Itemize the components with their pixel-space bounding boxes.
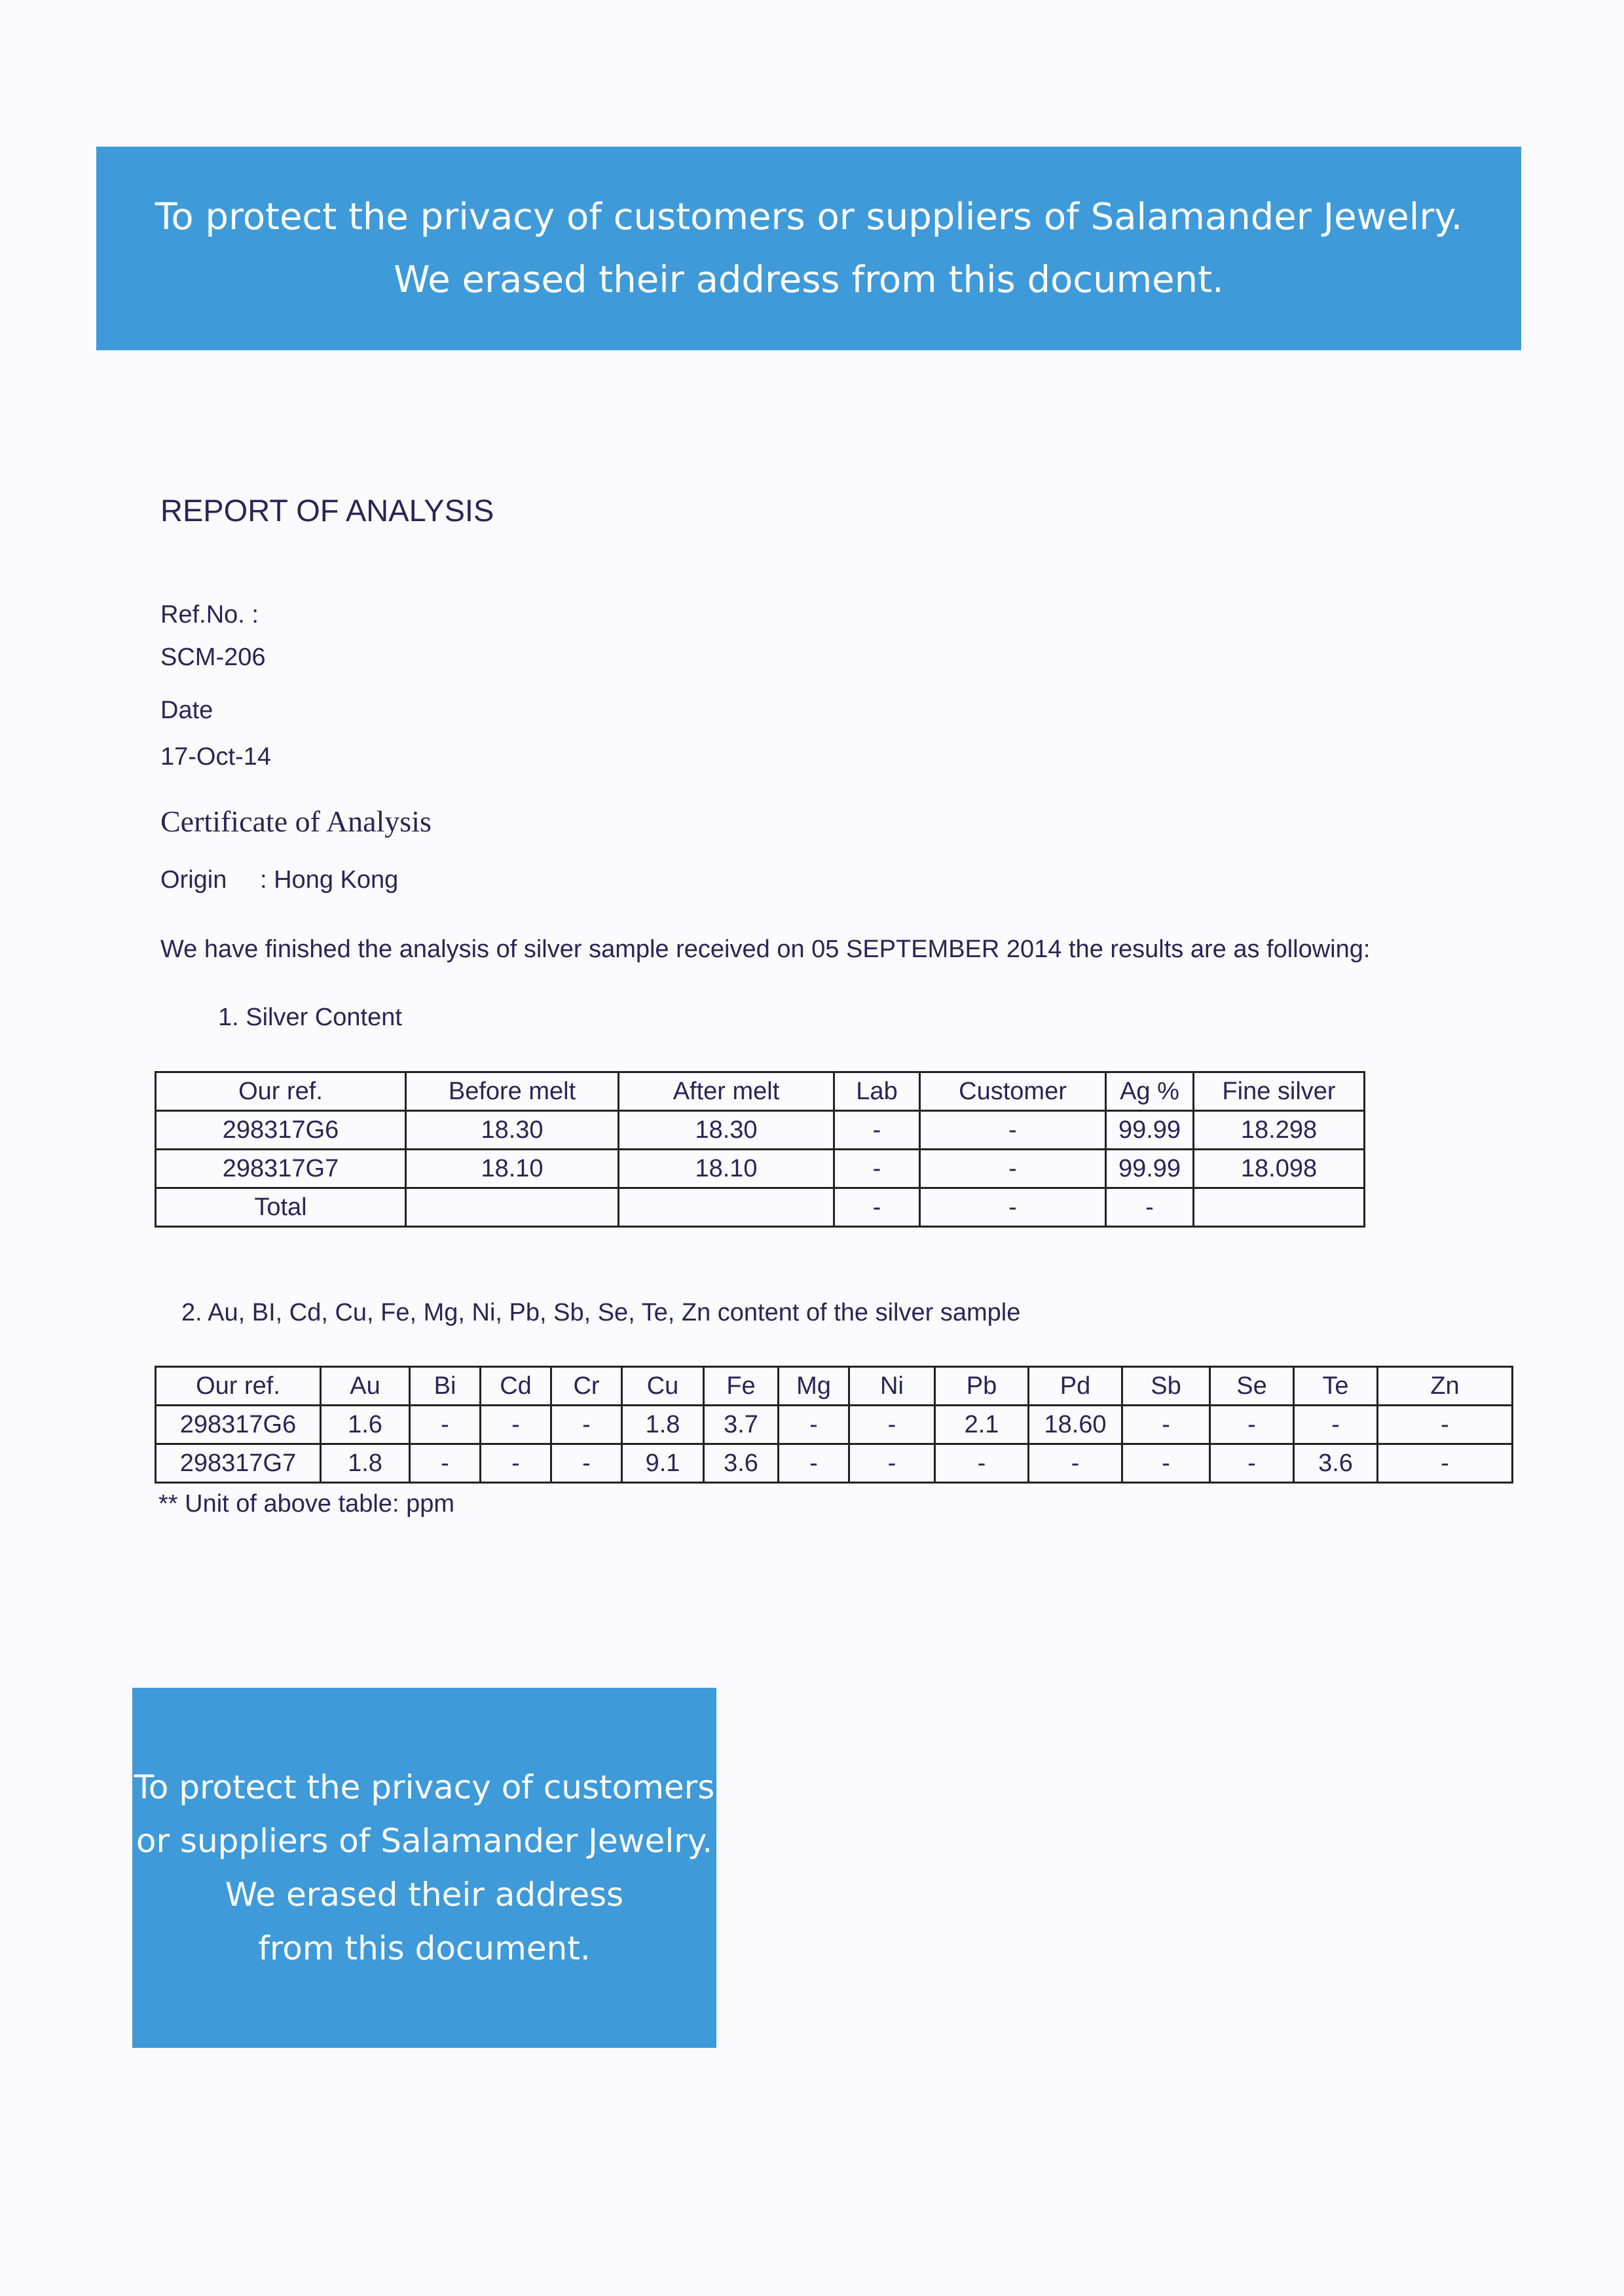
table-cell: 3.7 — [704, 1406, 779, 1444]
banner-bottom-line-2: or suppliers of Salamander Jewelry. — [136, 1822, 713, 1860]
table-cell: - — [920, 1111, 1106, 1150]
table-row — [156, 1150, 1365, 1188]
table-cell: - — [481, 1406, 551, 1444]
table-cell: - — [1294, 1406, 1378, 1444]
table-row — [156, 1406, 1513, 1444]
banner-top-line-2: We erased their address from this document. — [394, 258, 1224, 301]
report-title: REPORT OF ANALYSIS — [160, 493, 494, 528]
table-cell: 9.1 — [622, 1444, 704, 1483]
table-cell: 18.60 — [1029, 1406, 1122, 1444]
header-cell: Mg — [779, 1367, 849, 1406]
header-cell: Lab — [834, 1072, 920, 1111]
table-cell: - — [410, 1406, 481, 1444]
banner-bottom-line-4: from this document. — [258, 1929, 591, 1967]
table-cell: 18.298 — [1194, 1111, 1365, 1150]
table-cell: - — [1210, 1406, 1294, 1444]
origin-value: : Hong Kong — [260, 866, 399, 894]
table-cell: - — [849, 1406, 935, 1444]
table-cell: - — [1378, 1444, 1513, 1483]
header-cell: Our ref. — [156, 1367, 321, 1406]
table-cell: - — [920, 1188, 1106, 1227]
table-cell: 1.8 — [622, 1406, 704, 1444]
banner-bottom-line-1: To protect the privacy of customers — [134, 1768, 715, 1806]
header-cell: Pb — [935, 1367, 1029, 1406]
table-cell: - — [551, 1444, 622, 1483]
header-cell: Te — [1294, 1367, 1378, 1406]
table-cell: - — [779, 1406, 849, 1444]
table-cell: 99.99 — [1106, 1111, 1194, 1150]
header-cell: Before melt — [406, 1072, 619, 1111]
table-cell: - — [849, 1444, 935, 1483]
banner-top-line-1: To protect the privacy of customers or suppliers of Salamander Jewelry. — [155, 195, 1463, 238]
table-cell: 18.10 — [406, 1150, 619, 1188]
table-cell: - — [481, 1444, 551, 1483]
table-cell — [406, 1188, 619, 1227]
table-cell: 298317G7 — [156, 1150, 406, 1188]
header-cell: Customer — [920, 1072, 1106, 1111]
table-header-row — [156, 1367, 1513, 1406]
table-cell: Total — [156, 1188, 406, 1227]
table-cell: - — [551, 1406, 622, 1444]
table-cell: 18.098 — [1194, 1150, 1365, 1188]
table-cell: 18.10 — [619, 1150, 834, 1188]
table-header-row — [156, 1072, 1365, 1111]
table-cell: 2.1 — [935, 1406, 1029, 1444]
header-cell: Our ref. — [156, 1072, 406, 1111]
table-row — [156, 1444, 1513, 1483]
date-label: Date — [160, 697, 213, 724]
table-cell: - — [1029, 1444, 1122, 1483]
header-cell: Fine silver — [1194, 1072, 1365, 1111]
header-cell: Se — [1210, 1367, 1294, 1406]
table-cell: - — [1378, 1406, 1513, 1444]
privacy-banner-top — [96, 147, 1521, 350]
table-cell: 3.6 — [704, 1444, 779, 1483]
table-cell: - — [1122, 1444, 1210, 1483]
table-cell: - — [935, 1444, 1029, 1483]
table-cell: 1.8 — [321, 1444, 410, 1483]
table-cell: 1.6 — [321, 1406, 410, 1444]
table-cell: 99.99 — [1106, 1150, 1194, 1188]
table-cell: - — [834, 1150, 920, 1188]
header-cell: Cr — [551, 1367, 622, 1406]
silver-content-table — [155, 1071, 1365, 1228]
unit-note: ** Unit of above table: ppm — [158, 1490, 455, 1518]
header-cell: Au — [321, 1367, 410, 1406]
table-total-row — [156, 1188, 1365, 1227]
table-cell: - — [834, 1188, 920, 1227]
table-cell: 298317G7 — [156, 1444, 321, 1483]
table-cell: - — [834, 1111, 920, 1150]
certificate-title: Certificate of Analysis — [160, 805, 432, 838]
table-cell: 3.6 — [1294, 1444, 1378, 1483]
ref-no-value: SCM-206 — [160, 644, 266, 671]
header-cell: Ag % — [1106, 1072, 1194, 1111]
trace-elements-table — [155, 1366, 1513, 1484]
header-cell: Fe — [704, 1367, 779, 1406]
table-cell: - — [779, 1444, 849, 1483]
table-row — [156, 1111, 1365, 1150]
header-cell: Zn — [1378, 1367, 1513, 1406]
date-value: 17-Oct-14 — [160, 743, 271, 771]
intro-text: We have finished the analysis of silver sample received on 05 SEPTEMBER 2014 the results are as following: — [160, 936, 1371, 963]
table-cell — [1194, 1188, 1365, 1227]
header-cell: Bi — [410, 1367, 481, 1406]
table-cell: 18.30 — [619, 1111, 834, 1150]
header-cell: Sb — [1122, 1367, 1210, 1406]
banner-bottom-line-3: We erased their address — [225, 1876, 624, 1914]
header-cell: Pd — [1029, 1367, 1122, 1406]
table-cell: 18.30 — [406, 1111, 619, 1150]
section-1-heading: 1. Silver Content — [218, 1004, 402, 1031]
table-cell: - — [1210, 1444, 1294, 1483]
header-cell: Cd — [481, 1367, 551, 1406]
table-cell: 298317G6 — [156, 1406, 321, 1444]
table-cell: - — [1106, 1188, 1194, 1227]
table-cell: - — [1122, 1406, 1210, 1444]
table-cell: - — [410, 1444, 481, 1483]
privacy-banner-bottom — [132, 1688, 716, 2048]
section-2-heading: 2. Au, BI, Cd, Cu, Fe, Mg, Ni, Pb, Sb, Se, Te, Zn content of the silver sample — [181, 1299, 1021, 1326]
ref-no-label: Ref.No. : — [160, 601, 259, 629]
table-cell: - — [920, 1150, 1106, 1188]
header-cell: After melt — [619, 1072, 834, 1111]
origin-label: Origin — [160, 866, 227, 894]
header-cell: Ni — [849, 1367, 935, 1406]
header-cell: Cu — [622, 1367, 704, 1406]
table-cell: 298317G6 — [156, 1111, 406, 1150]
table-cell — [619, 1188, 834, 1227]
